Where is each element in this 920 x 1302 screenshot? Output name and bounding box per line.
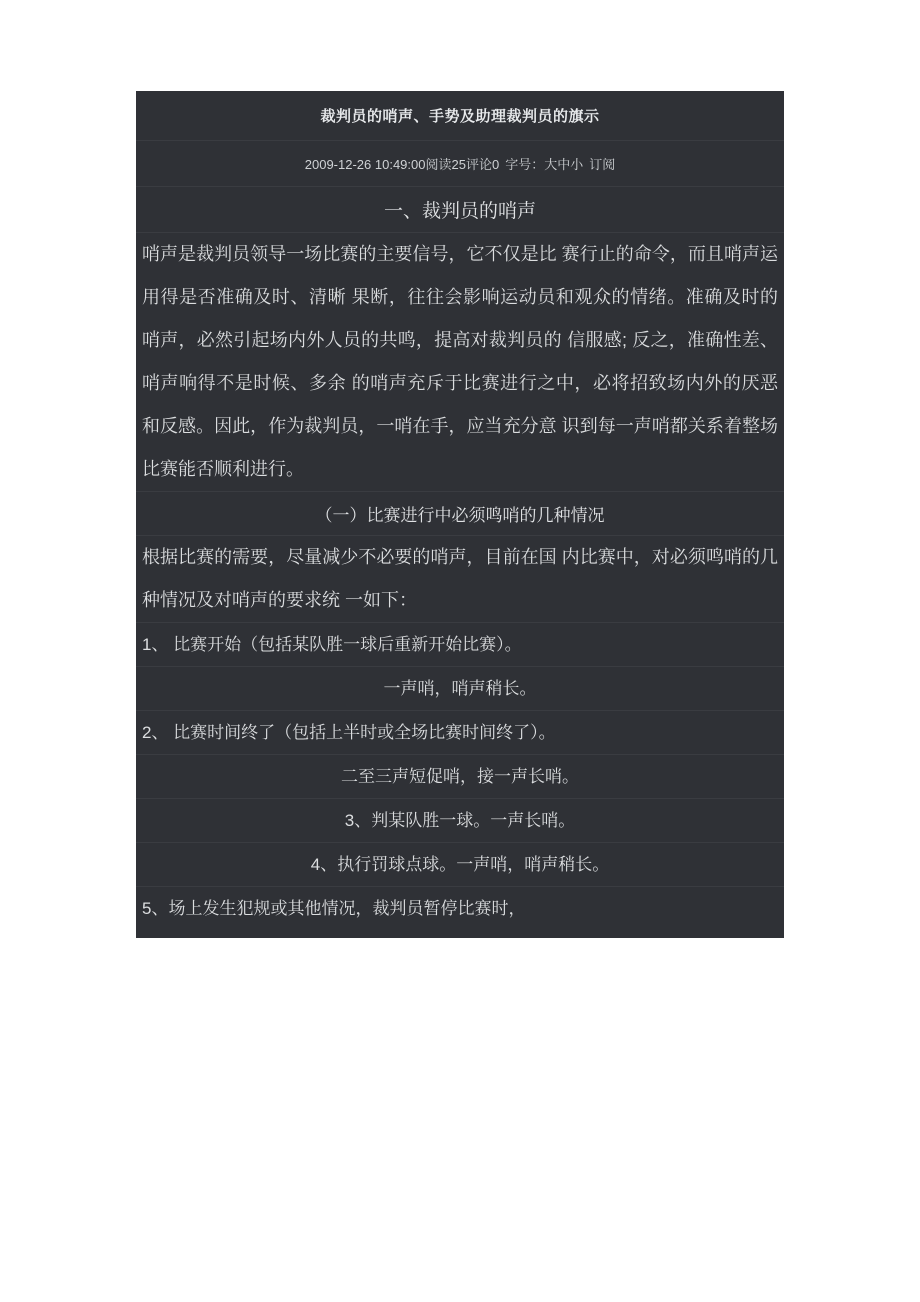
meta-reads: 阅读25 (425, 157, 466, 172)
list-item: 1、 比赛开始（包括某队胜一球后重新开始比赛）。 (142, 635, 522, 654)
meta-fontsize-options[interactable]: 大中小 (544, 157, 584, 172)
list-item: 二至三声短促哨，接一声长哨。 (341, 767, 579, 786)
meta-datetime: 2009-12-26 10:49:00 (304, 157, 426, 172)
meta-fontsize-label: 字号： (505, 157, 545, 172)
list-item: 一声哨，哨声稍长。 (383, 679, 537, 698)
section-heading-1: 一、裁判员的哨声 (383, 201, 536, 222)
meta-subscribe-link[interactable]: 订阅 (589, 157, 616, 172)
list-item: 2、 比赛时间终了（包括上半时或全场比赛时间终了）。 (142, 723, 556, 742)
subsection-heading-1: （一）比赛进行中必须鸣哨的几种情况 (315, 506, 605, 525)
article-container (136, 91, 784, 938)
meta-comments: 评论0 (465, 157, 500, 172)
section-paragraph-1: 哨声是裁判员领导一场比赛的主要信号，它不仅是比 赛行止的命令，而且哨声运用得是否准确及时、清晰 果断，往往会影响运动员和观众的情绪。准确及时的 哨声，必然引起场内外人员的共鸣，提高对裁判员的 信服感; 反之，准确性差、哨声响得不是时候、多余 的哨声充斥于比赛进行之中，必将招致场内外的厌恶 和反感。因此，作为裁判员，一哨在手，应当充分意 识到每一声哨都关系着整场比赛能否顺利进行。 (142, 244, 778, 479)
subsection-paragraph-1: 根据比赛的需要，尽量减少不必要的哨声，目前在国 内比赛中，对必须鸣哨的几种情况及对哨声的要求统 一如下： (142, 547, 778, 610)
list-item: 4、执行罚球点球。一声哨，哨声稍长。 (310, 855, 610, 874)
list-item: 3、判某队胜一球。一声长哨。 (344, 811, 576, 830)
article-meta (136, 141, 784, 186)
list-item: 5、场上发生犯规或其他情况，裁判员暂停比赛时， (142, 899, 526, 918)
article-title: 裁判员的哨声、手势及助理裁判员的旗示 (320, 108, 600, 125)
